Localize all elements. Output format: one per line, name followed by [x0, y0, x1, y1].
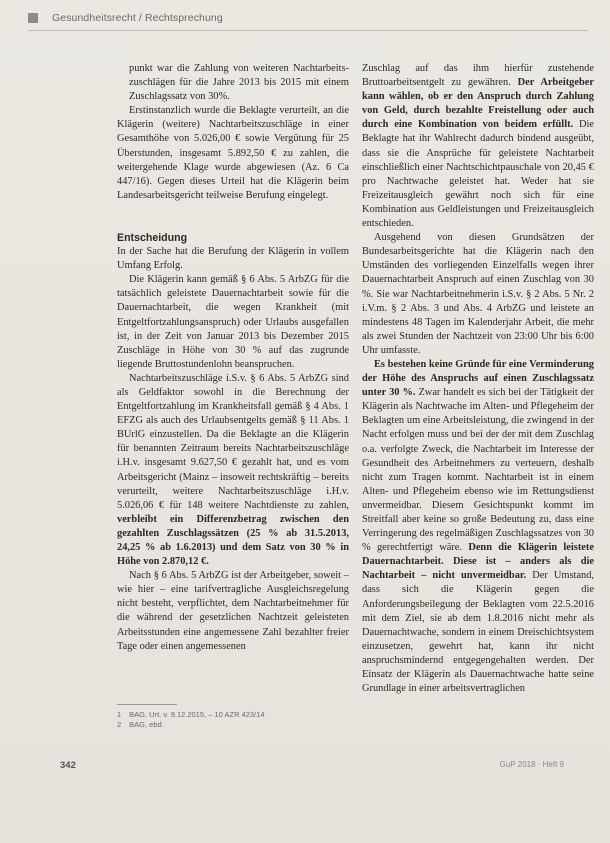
emphasized-text: Denn die Klägerin leistete Dauernachtarbeit. Diese ist – anders als die Nachtarbeit – nicht unvermeidbar.	[362, 542, 594, 582]
footnote-number: 2	[117, 720, 122, 729]
paragraph-text: Zwar handelt es sich bei der Tätigkeit der Klägerin als Nachtwache im Alten- und Pflegeheim der Beklagten um eine Arbeitsleistung, die zwingend in der Nacht erfolgen muss und bei der der mit dem Zuschlag o.a. verfolgte Zweck, die Nachtarbeit im Interesse der Gesundheit des Arbeitnehmers zu verteuern, deshalb nicht zum Tragen kommt. Nachtarbeit ist in einem Alten- und Pflegeheim ebenso wie im Rettungsdienst unvermeidbar. Diesem Gesichtspunkt kommt im Streitfall aber keine so große Bedeutung zu, dass eine Verringerung des regelmäßigen Zuschlagssatzes von 30 % gerechtfertigt wäre.	[362, 387, 594, 554]
paragraph	[362, 358, 594, 696]
footnote	[117, 710, 349, 720]
paragraph: Erstinstanzlich wurde die Beklagte verurteilt, an die Klägerin (weitere) Nachtarbeitszuschläge in einer Gesamthöhe von 5.026,00 € sowie Vergütung für 25 Überstunden, insgesamt 5.892,50 € zu zahlen, die weitergehende Klage wurde abgewiesen (Az. 6 Ca 447/16). Gegen dieses Urteil hat die Klägerin beim Landesarbeitsgericht teilweise Berufung eingelegt.	[117, 105, 349, 201]
paragraph-text: Zuschlag auf das ihm hierfür zustehende Bruttoarbeitsentgelt zu gewähren.	[362, 63, 594, 89]
emphasized-text: verbleibt ein Differenzbetrag zwischen den gezahlten Zuschlagssätzen (25 % ab 31.5.2013, 24,25 % ab 1.6.2013) und dem Satz von 30 % in Höhe von 2.870,12 €.	[117, 513, 349, 568]
footnote-text: BAG, Urt. v. 9.12.2015, – 10 AZR 423/14	[129, 710, 265, 719]
footnote-number: 1	[117, 710, 122, 719]
paragraph: Ausgehend von diesen Grundsätzen der Bundesarbeitsgerichte hat die Klägerin nach den Umständen des vorliegenden Einzelfalls wegen ihrer Dauernachtarbeit Anspruch auf einen Zuschlag von 30 %. Sie war Nachtarbeitnehmerin i.S.v. § 2 Abs. 5 Nr. 2 i.V.m. § 2 Abs. 3 und Abs. 4 ArbZG und leistete an mindestens 48 Tagen im Kalenderjahr Arbeit, die mehr als zwei Stunden der Nachtzeit von 23:00 Uhr bis 6:00 Uhr umfasste.	[362, 232, 594, 356]
paragraph-text: Der Umstand, dass sich die Klägerin gegen die Anforderungsbeilegung der Beklagten vom 22.5.2016 mit dem Ziel, sie ab dem 1.8.2016 nicht mehr als Dauernachtwache, sondern in einem Dreischichtsystem einzusetzen, gewehrt hat, kann ihr nicht anspruchsmindernd entgegengehalten werden. Der Einsatz der Klägerin als Dauernachtwache hatte seine Grundlage in einer arbeitsvertraglichen	[362, 570, 594, 695]
paragraph: Nach § 6 Abs. 5 ArbZG ist der Arbeitgeber, soweit – wie hier – eine tarifvertragliche Ausgleichsregelung nicht besteht, verpflichtet, dem Nachtarbeitnehmer für die während der gesetzlichen Nachtzeit geleisteten Arbeitsstunden eine angemessene Zahl bezahlter freier Tage oder einen angemessenen	[117, 570, 349, 652]
section-heading: Entscheidung	[117, 231, 188, 244]
emphasized-text: Der Arbeitgeber kann wählen, ob er den Anspruch durch Zahlung von Geld, durch bezahlte Freistellung oder auch durch eine Kombination von beidem erfüllt.	[362, 77, 594, 131]
paragraph-text: Die Beklagte hat ihr Wahlrecht dadurch bindend ausgeübt, dass sie die Ansprüche für geleistete Nachtarbeit einschließlich einer Nachtschichtpauschale von 20,45 € pro Nachtwache geleistet hat. Weder hat sie Freizeitausgleich gewährt noch sich für eine Kombination aus Geldleistungen und Freizeitausgleich entschieden.	[362, 119, 594, 230]
left-column	[117, 62, 349, 654]
footnotes	[117, 710, 349, 730]
running-header	[28, 8, 588, 28]
journal-reference: GuP 2018 · Heft 9	[499, 760, 564, 769]
paragraph: Die Klägerin kann gemäß § 6 Abs. 5 ArbZG für die tatsächlich geleistete Dauernachtarbeit sowie für die Dauernachtarbeit, die wegen Krankheit (mit Entgeltfortzahlungsanspruch) oder Urlaubs ausgefallen ist, in der Zeit von Januar 2013 bis Dezember 2015 Zuschläge in Höhe von 30 % auf das zugrunde liegende Bruttostundenlohn beanspruchen.	[117, 274, 349, 370]
paragraph-text: Nachtarbeitszuschläge i.S.v. § 6 Abs. 5 ArbZG sind als Geldfaktor sowohl in die Berechnung der Entgeltfortzahlung im Krankheitsfall gemäß § 4 Abs. 1 EFZG als auch des Urlaubsentgelts gemäß § 11 Abs. 1 BUrlG einzustellen. Da die Beklagte an die Klägerin für benannten Zeitraum bereits Nachtarbeitszuschläge i.H.v. insgesamt 9.627,50 € gezahlt hat, und es vom Arbeitsgericht (Mainz – insoweit rechtskräftig – bereits verurteilt, weitere Nachtarbeitszuschläge i.H.v. 5.026,06 € für 148 weitere Nachtdienste zu zahlen,	[117, 372, 349, 511]
paragraph: punkt war die Zahlung von weiteren Nachtarbeits-zuschlägen für die Jahre 2013 bis 2015 mit einem Zuschlagssatz von 30%.	[129, 63, 349, 103]
right-column	[362, 62, 594, 696]
footnote	[117, 720, 349, 730]
header-title: Gesundheitsrecht / Rechtsprechung	[52, 12, 223, 24]
header-square-icon	[28, 13, 38, 23]
paragraph	[117, 372, 349, 569]
paragraph: In der Sache hat die Berufung der Klägerin in vollem Umfang Erfolg.	[117, 246, 349, 272]
header-divider	[28, 30, 588, 31]
footnote-divider	[117, 704, 177, 705]
emphasized-text: Es bestehen keine Gründe für eine Verminderung der Höhe des Anspruchs auf einen Zuschlagssatz unter 30 %.	[362, 358, 594, 399]
paragraph	[362, 62, 594, 231]
footnote-text: BAG, ebd.	[129, 720, 164, 729]
page-number: 342	[60, 760, 76, 771]
spacer	[117, 203, 349, 215]
